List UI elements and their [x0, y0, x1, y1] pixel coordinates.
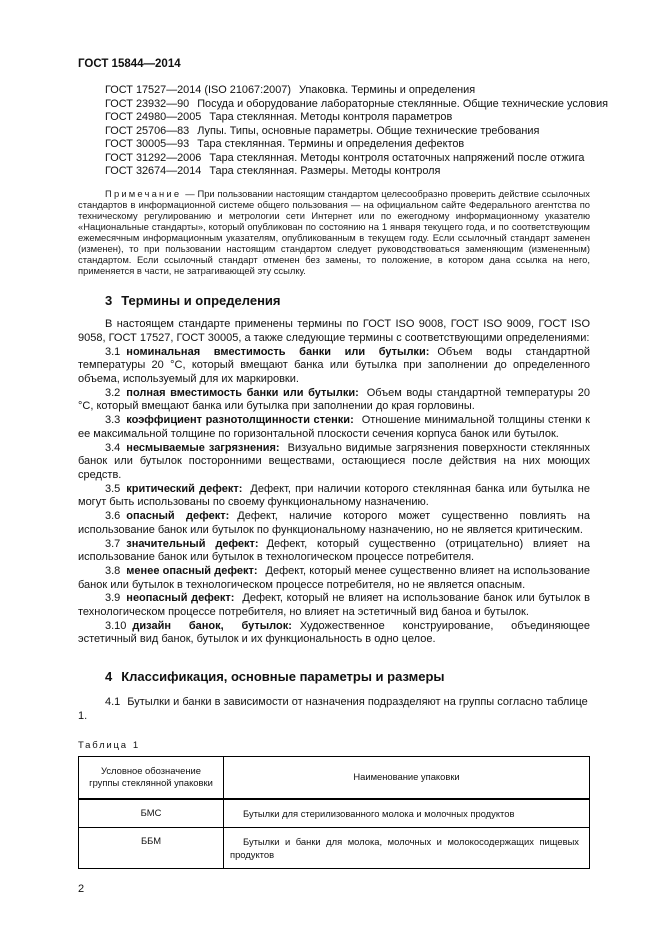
- reference-item: [78, 152, 590, 166]
- table-row: [79, 799, 590, 828]
- reference-item: [78, 125, 590, 139]
- term-paragraph: 3.10 дизайн банок, бутылок: Художественное конструирование, объединяющее эстетичный вид банок, бутылок и их функциональность в одно целое.: [78, 619, 590, 646]
- term-paragraph: 3.9 неопасный дефект: Дефект, который не влияет на использование банок или бутылок в технологическом процессе потребителя, но влияет на эстетичный вид баноа и бутылок.: [78, 592, 590, 619]
- note-text: — При пользовании настоящим стандартом целесообразно проверить действие ссылочных стандартов в информационной системе общего пользования — на официальном сайте Федерального агентства по техническому регулированию и метрологии сети Интернет или по ежегодному информационному указателю «Национальные стандарты», который опубликован по состоянию на 1 января текущего года, и по соответствующим ежемесячным информационным указателям, опубликованным в текущем году. Если ссылочный стандарт заменен (изменен), то при пользовании настоящим стандартом следует руководствоваться заменяющим (измененным) стандартом. Если ссылочный стандарт отменен без замены, то положение, в котором дана ссылка на него, применяется в части, не затрагивающей эту ссылку.: [78, 187, 590, 277]
- section-3-heading: [78, 293, 590, 308]
- term-definition: Дефект, который менее существенно влияет на использование банок или бутылок в технологическом процессе потребителя, но не является опасным.: [78, 564, 590, 591]
- term-paragraph: 3.7 значительный дефект: Дефект, который существенно (отрицательно) влияет на использование банок или бутылок в технологическом процессе потребителя.: [78, 537, 591, 564]
- term-definition: Художественное конструирование, объединяющее эстетичный вид банок, бутылок и их функциональность в одно целое.: [78, 619, 590, 646]
- section-title: Классификация, основные параметры и размеры: [121, 669, 445, 685]
- document-header: ГОСТ 15844—2014: [78, 58, 181, 70]
- term-name: несмываемые загрязнения:: [126, 441, 280, 454]
- reference-code: ГОСТ 23932—90: [105, 97, 190, 110]
- term-name: менее опасный дефект:: [126, 564, 258, 577]
- term-paragraph: 3.5 критический дефект: Дефект, при наличии которого стеклянная банка или бутылка не могут быть использованы по своему функциональному назначению.: [78, 482, 591, 509]
- reference-item: [78, 111, 590, 125]
- reference-item: [78, 97, 609, 112]
- reference-item: [78, 84, 590, 98]
- term-paragraph: 3.8 менее опасный дефект: Дефект, который менее существенно влияет на использование банок или бутылок в технологическом процессе потребителя, но не является опасным.: [78, 564, 590, 591]
- term-paragraph: 3.4 несмываемые загрязнения: Визуально видимые загрязнения поверхности стеклянных банок или бутылок посторонними веществами, остающиеся после действия на них моющих средств.: [78, 441, 590, 481]
- term-name: критический дефект:: [126, 482, 243, 495]
- section-number: 4: [105, 669, 113, 685]
- section-4-heading: [78, 669, 590, 684]
- package-name-cell: Бутылки для стерилизованного молока и молочных продуктов: [224, 799, 590, 828]
- reference-item: [78, 138, 590, 152]
- page-number: 2: [78, 882, 85, 895]
- table-caption: Таблица 1: [78, 739, 139, 751]
- section-title: Термины и определения: [121, 293, 281, 309]
- term-name: номинальная вместимость банки или бутылки:: [126, 345, 430, 358]
- reference-code: ГОСТ 30005—93: [105, 138, 190, 150]
- term-definition: Дефект, который не влияет на использование банок или бутылок в технологическом процессе потребителя, но влияет на эстетичный вид баноа и бутылок.: [78, 592, 590, 619]
- section-3-intro: В настоящем стандарте применены термины по ГОСТ ISO 9008, ГОСТ ISO 9009, ГОСТ ISO 9058, ГОСТ 17527, ГОСТ 30005, а также следующие термины с соответствующими определениями:: [78, 318, 590, 344]
- term-definition: Дефект, при наличии которого стеклянная банка или бутылка не могут быть использованы по своему функциональному назначению.: [78, 482, 591, 509]
- reference-title: Посуда и оборудование лабораторные стеклянные. Общие технические условия: [197, 97, 609, 110]
- reference-code: ГОСТ 31292—2006: [105, 151, 202, 164]
- reference-item: [78, 165, 590, 179]
- classification-table: [78, 756, 590, 869]
- reference-title: Упаковка. Термины и определения: [298, 84, 476, 96]
- reference-code: ГОСТ 32674—2014: [105, 165, 202, 177]
- group-code-cell: БМС: [79, 799, 224, 828]
- reference-title: Тара стеклянная. Методы контроля остаточных напряжений после отжига: [209, 151, 585, 164]
- section-number: 3: [105, 293, 113, 309]
- column-header-group-code: Условное обозначение группы стеклянной упаковки: [79, 756, 224, 799]
- clause-4-1: 4.1 Бутылки и банки в зависимости от назначения подразделяют на группы согласно таблице 1.: [78, 696, 588, 722]
- term-definition: Визуально видимые загрязнения поверхности стеклянных банок или бутылок посторонними веществами, остающиеся после действия на них моющих средств.: [78, 441, 590, 481]
- term-paragraph: 3.6 опасный дефект: Дефект, наличие которого может существенно повлиять на использование банок или бутылок по функциональному назначению, но не является критическим.: [78, 510, 591, 536]
- reference-title: Тара стеклянная. Размеры. Методы контроля: [209, 165, 441, 177]
- term-name: значительный дефект:: [126, 537, 259, 550]
- note-label: Примечание: [105, 187, 182, 199]
- term-definition: Объем воды стандартной температуры 20 °С, который вмещают банка или бутылка при заполнении до края горловины.: [78, 386, 590, 413]
- term-definition: Дефект, наличие которого может существенно повлиять на использование банок или бутылок по функциональному назначению, но не является критическим.: [78, 510, 591, 536]
- term-name: полная вместимость банки или бутылки:: [126, 386, 359, 399]
- reference-code: ГОСТ 24980—2005: [105, 111, 202, 123]
- term-definition: Отношение минимальной толщины стенки к ее максимальной толщине по горизонтальной плоскости сечения корпуса банок или бутылок.: [78, 414, 590, 440]
- term-paragraph: 3.1 номинальная вместимость банки или бутылки: Объем воды стандартной температуры 20 °С, который вмещают банка или бутылка при заполнении до определенного объема, используемый для их маркировки.: [78, 345, 590, 386]
- group-code-cell: ББМ: [79, 827, 224, 868]
- references-list: [78, 84, 609, 179]
- term-name: коэффициент разнотолщинности стенки:: [126, 414, 354, 427]
- term-paragraph: 3.3 коэффициент разнотолщинности стенки: Отношение минимальной толщины стенки к ее максимальной толщине по горизонтальной плоскости сечения корпуса банок или бутылок.: [78, 414, 590, 440]
- reference-code: ГОСТ 17527—2014 (ISO 21067:2007): [105, 84, 291, 96]
- term-paragraph: 3.2 полная вместимость банки или бутылки: Объем воды стандартной температуры 20 °С, который вмещают банка или бутылка при заполнении до края горловины.: [78, 386, 590, 413]
- term-name: опасный дефект:: [126, 510, 230, 523]
- column-header-package-name: Наименование упаковки: [224, 756, 590, 799]
- package-name-cell: Бутылки и банки для молока, молочных и молокосодержащих пищевых продуктов: [224, 827, 590, 868]
- term-definition: Дефект, который существенно (отрицательно) влияет на использование банок или бутылок в технологическом процессе потребителя.: [78, 537, 591, 564]
- term-definition: Объем воды стандартной температуры 20 °С, который вмещают банка или бутылка при заполнении до определенного объема, используемый для их маркировки.: [78, 345, 590, 386]
- reference-code: ГОСТ 25706—83: [105, 124, 190, 137]
- reference-title: Тара стеклянная. Методы контроля параметров: [209, 111, 453, 123]
- reference-title: Лупы. Типы, основные параметры. Общие технические требования: [197, 124, 540, 137]
- term-name: дизайн банок, бутылок:: [132, 619, 292, 632]
- note-paragraph: [78, 188, 590, 277]
- table-row: [79, 827, 590, 868]
- reference-title: Тара стеклянная. Термины и определения дефектов: [197, 138, 465, 150]
- table-header-row: [79, 756, 590, 799]
- term-name: неопасный дефект:: [126, 592, 235, 605]
